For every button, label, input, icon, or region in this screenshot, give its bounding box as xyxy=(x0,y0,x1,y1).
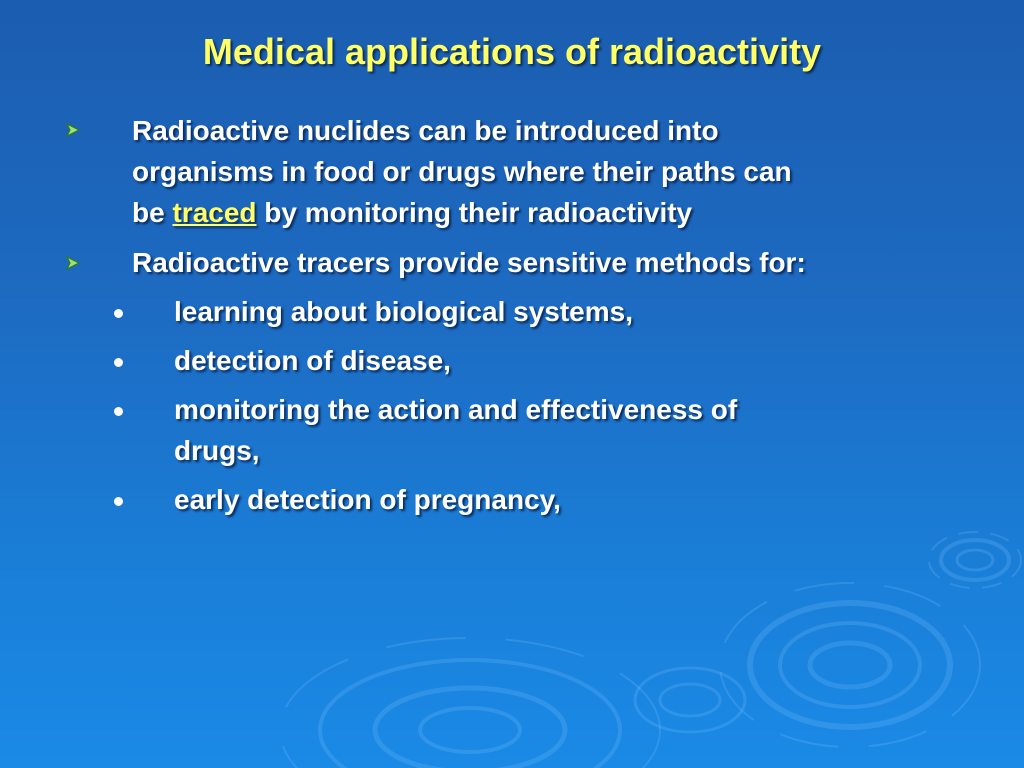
bullet-1-line-3 xyxy=(132,192,992,233)
traced-link[interactable]: traced xyxy=(172,197,257,228)
slide-title: Medical applications of radioactivity xyxy=(202,31,822,72)
bullet-item-1 xyxy=(132,110,992,233)
arrow-bullet-icon xyxy=(64,121,82,139)
sub-bullet-2: detection of disease, xyxy=(174,345,451,376)
sub-bullet-4: early detection of pregnancy, xyxy=(174,484,561,515)
dot-bullet-icon xyxy=(114,358,123,367)
dot-bullet-icon xyxy=(114,407,123,416)
dot-bullet-icon xyxy=(114,497,123,506)
sub-bullet-1: learning about biological systems, xyxy=(174,296,633,327)
bullet-1-line-3-end: by monitoring their radioactivity xyxy=(256,197,693,228)
sub-bullet-3-line-1: monitoring the action and effectiveness of xyxy=(174,394,738,425)
bullet-item-2: Radioactive tracers provide sensitive methods for: xyxy=(132,247,806,278)
sub-bullet-3-line-2: drugs, xyxy=(174,435,260,466)
arrow-bullet-icon xyxy=(64,254,82,272)
bullet-1-line-3-start: be xyxy=(132,197,173,228)
bullet-1-line-2: organisms in food or drugs where their paths can xyxy=(132,156,792,187)
sub-bullet-3 xyxy=(174,389,994,471)
dot-bullet-icon xyxy=(114,309,123,318)
bullet-1-line-1: Radioactive nuclides can be introduced into xyxy=(132,115,719,146)
